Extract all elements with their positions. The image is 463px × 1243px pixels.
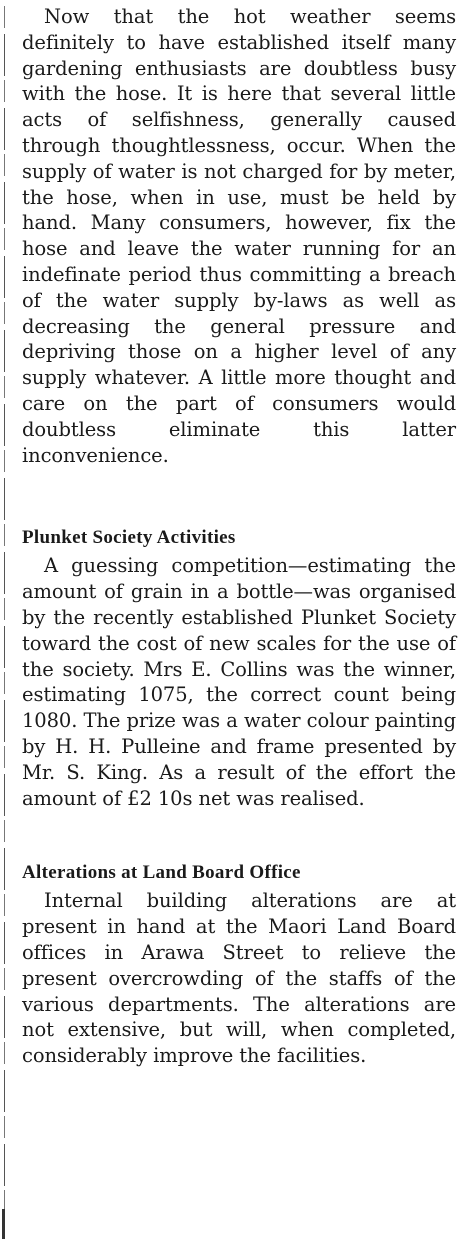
land-board-heading: Alterations at Land Board Office [22, 862, 301, 884]
water-supply-paragraph: Now that the hot weather seems definitely to have established itself many gardening enthusiasts are doubtless busy with the hose. It is here that several little acts of selfishness, generally caused through thoughtlessness, occur. When the supply of water is not charged for by meter, the hose, when in use, must be held by hand. Many consumers, however, fix the hose and leave the water running for an indefinate period thus committing a breach of the water supply by-laws as well as decreasing the general pressure and depriving those on a higher level of any supply whatever. A little more thought and care on the part of consumers would doubtless eliminate this latter inconvenience. [22, 5, 456, 467]
plunket-society-heading: Plunket Society Activities [22, 527, 236, 549]
plunket-society-paragraph: A guessing competition—estimating the amount of grain in a bottle—was organised by the recently established Plunket Society toward the cost of new scales for the use of the society. Mrs E. Collins was the winner, estimating 1075, the correct count being 1080. The prize was a water colour painting by H. H. Pulleine and frame presented by Mr. S. King. As a result of the effort the amount of £2 10s net was realised. [22, 554, 456, 810]
column-rule [4, 6, 5, 1236]
column-edge-mark [2, 1209, 5, 1239]
land-board-paragraph: Internal building alterations are at present in hand at the Maori Land Board offices in Arawa Street to relieve the present overcrowding of the staffs of the various departments. The alterations are not extensive, but will, when completed, considerably improve the facilities. [22, 889, 456, 1068]
newspaper-column [22, 0, 456, 1069]
